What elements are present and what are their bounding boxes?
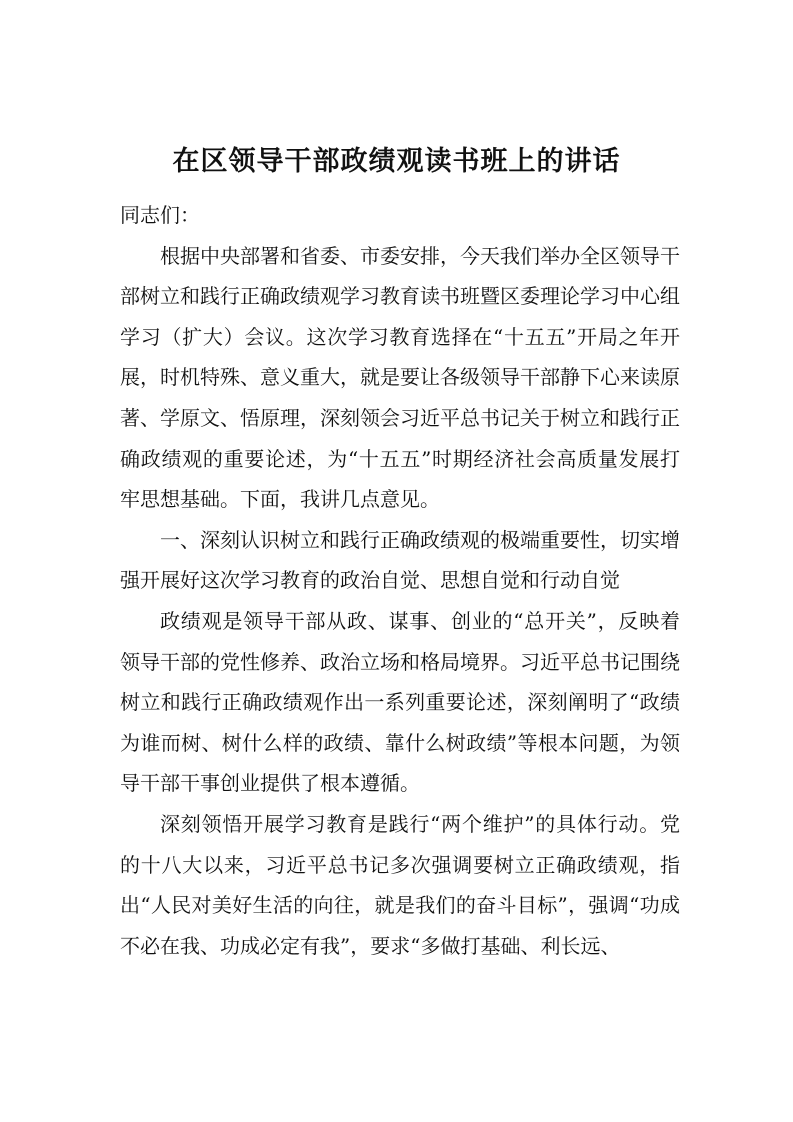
speech-body xyxy=(120,195,680,966)
paragraph-two-safeguards: 深刻领悟开展学习教育是践行“两个维护”的具体行动。党的十八大以来，习近平总书记多次强调要树立正确政绩观，指出“人民对美好生活的向往，就是我们的奋斗目标”，强调“功成不必在我、功成必定有我”，要求“多做打基础、利长远、 xyxy=(120,811,680,958)
paragraph-political-view: 政绩观是领导干部从政、谋事、创业的“总开关”，反映着领导干部的党性修养、政治立场和格局境界。习近平总书记围绕树立和践行正确政绩观作出一系列重要论述，深刻阐明了“政绩为谁而树、树什么样的政绩、靠什么树政绩”等根本问题，为领导干部干事创业提供了根本遵循。 xyxy=(120,608,680,796)
page-title: 在区领导干部政绩观读书班上的讲话 xyxy=(172,146,621,178)
section-heading-1: 一、深刻认识树立和践行正确政绩观的极端重要性，切实增强开展好这次学习教育的政治自觉、思想自觉和行动自觉 xyxy=(120,527,680,593)
paragraph-intro: 根据中央部署和省委、市委安排，今天我们举办全区领导干部树立和践行正确政绩观学习教育读书班暨区委理论学习中心组学习（扩大）会议。这次学习教育选择在“十五五”开局之年开展，时机特殊、意义重大，就是要让各级领导干部静下心来读原著、学原文、悟原理，深刻领会习近平总书记关于树立和践行正确政绩观的重要论述，为“十五五”时期经济社会高质量发展打牢思想基础。下面，我讲几点意见。 xyxy=(120,243,680,512)
salutation: 同志们： xyxy=(120,203,200,227)
